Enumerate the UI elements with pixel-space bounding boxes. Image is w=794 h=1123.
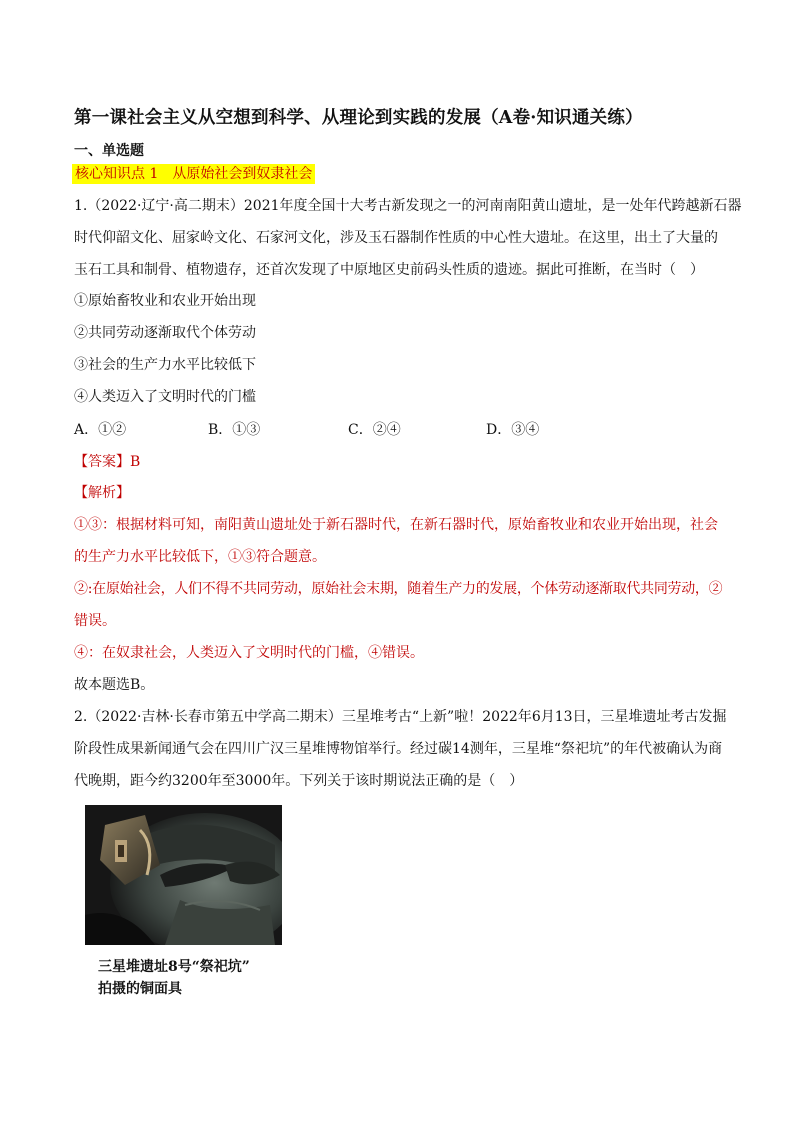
section-heading: 一、单选题	[74, 143, 144, 159]
q1-option-d: D．③④	[486, 422, 540, 438]
q1-option-b: B．①③	[208, 422, 261, 438]
q1-analysis-line: ①③：根据材料可知，南阳黄山遗址处于新石器时代，在新石器时代，原始畜牧业和农业开始出现，社会	[74, 517, 718, 533]
q1-analysis-line: ②:在原始社会，人们不得不共同劳动，原始社会末期，随着生产力的发展，个体劳动逐渐取代共同劳动，②	[74, 581, 723, 597]
q2-stem-line: 阶段性成果新闻通气会在四川广汉三星堆博物馆举行。经过碳14测年，三星堆“祭祀坑”的年代被确认为商	[74, 741, 723, 757]
q1-option-a: A．①②	[74, 422, 127, 438]
q1-stem-line: 玉石工具和制骨、植物遗存，还首次发现了中原地区史前码头性质的遗迹。据此可推断，在当时（ ）	[74, 262, 704, 278]
q1-item: ③社会的生产力水平比较低下	[74, 357, 256, 373]
q1-analysis-line: 错误。	[74, 613, 116, 629]
q1-answer: 【答案】B	[74, 454, 141, 470]
q1-item: ②共同劳动逐渐取代个体劳动	[74, 325, 256, 341]
photo-caption-line: 三星堆遗址8号“祭祀坑”	[98, 959, 250, 975]
q1-item: ④人类迈入了文明时代的门槛	[74, 389, 256, 405]
bronze-mask-illustration	[85, 805, 282, 945]
q1-stem-line: 1.（2022·辽宁·高二期末）2021年度全国十大考古新发现之一的河南南阳黄山遗址，是一处年代跨越新石器	[74, 198, 742, 214]
q1-analysis-line: ④：在奴隶社会，人类迈入了文明时代的门槛，④错误。	[74, 645, 424, 661]
q1-analysis-label: 【解析】	[74, 485, 130, 501]
knowledge-point-highlight: 核心知识点 1 从原始社会到奴隶社会	[72, 164, 315, 184]
q2-stem-line: 2.（2022·吉林·长春市第五中学高二期末）三星堆考古“上新”啦！2022年6月13日，三星堆遗址考古发掘	[74, 709, 727, 725]
q1-stem-line: 时代仰韶文化、屈家岭文化、石家河文化，涉及玉石器制作性质的中心性大遗址。在这里，出土了大量的	[74, 230, 718, 246]
q1-analysis-line: 的生产力水平比较低下，①③符合题意。	[74, 549, 326, 565]
bronze-mask-photo	[85, 805, 282, 945]
q1-conclusion: 故本题选B。	[74, 677, 155, 693]
photo-caption-line: 拍摄的铜面具	[98, 981, 182, 997]
q2-stem-line: 代晚期，距今约3200年至3000年。下列关于该时期说法正确的是（ ）	[74, 773, 524, 789]
photo-caption	[98, 956, 298, 1000]
q1-option-c: C．②④	[348, 422, 401, 438]
q1-item: ①原始畜牧业和农业开始出现	[74, 293, 256, 309]
document-title: 第一课社会主义从空想到科学、从理论到实践的发展（A卷·知识通关练）	[74, 108, 643, 128]
